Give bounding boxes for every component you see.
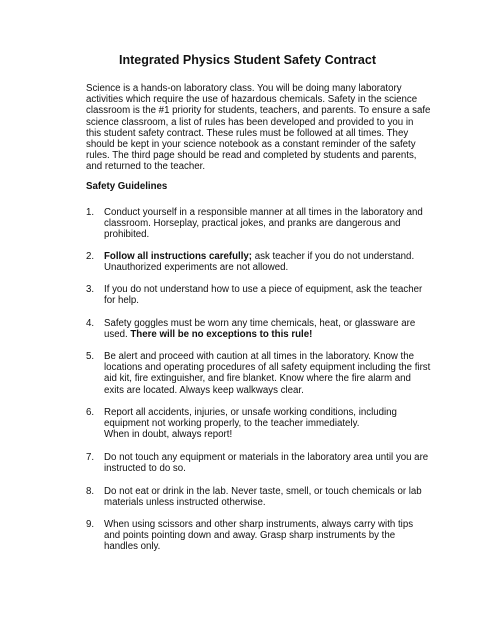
rule-text: [104, 284, 431, 306]
rule-text-body: Do not touch any equipment or materials in the laboratory area until you are instructed to do so.: [104, 452, 429, 475]
rule-text-body: ask teacher if you do not understand. Unauthorized experiments are not allowed.: [104, 251, 415, 274]
section-heading: Safety Guidelines: [86, 181, 168, 192]
rule-text-body: Conduct yourself in a responsible manner at all times in the laboratory and classroom. Horseplay, practical jokes, and pranks are dangerous and prohibited.: [104, 207, 423, 241]
rule-text: [104, 452, 431, 474]
rule-number: 9.: [86, 519, 95, 530]
intro-paragraph: Science is a hands-on laboratory class. You will be doing many laboratory activities which require the use of hazardous chemicals. Safety in the science classroom is the #1 priority for students, teachers, and parents. To ensure a safe science classroom, a list of rules has been developed and provided to you in this student safety contract. These rules must be followed at all times. They should be kept in your science notebook as a constant reminder of the safety rules. The third page should be read and completed by students and parents, and returned to the teacher.: [86, 83, 431, 173]
rule-number: 3.: [86, 284, 95, 295]
rule-number: 4.: [86, 318, 95, 329]
rule-text: [104, 251, 431, 273]
rule-text-body: When using scissors and other sharp instruments, always carry with tips and points pointing down and away. Grasp sharp instruments by the handles only.: [104, 519, 414, 553]
rule-text: [104, 407, 431, 441]
rule-number: 7.: [86, 452, 95, 463]
rule-text: [104, 351, 431, 396]
rule-number: 1.: [86, 207, 95, 218]
rule-text: [104, 318, 431, 340]
rule-text-body: Safety goggles must be worn any time chemicals, heat, or glassware are used.: [104, 318, 416, 341]
rule-text: [104, 486, 431, 508]
rule-text-bold: There will be no exceptions to this rule!: [130, 329, 313, 341]
rule-text: [104, 207, 431, 241]
rule-number: 5.: [86, 351, 95, 362]
rule-text-bold: Follow all instructions carefully;: [104, 251, 253, 262]
rule-number: 2.: [86, 251, 95, 262]
rule-number: 8.: [86, 486, 95, 497]
rule-text: [104, 519, 431, 553]
rule-text-body: Do not eat or drink in the lab. Never taste, smell, or touch chemicals or lab materials unless instructed otherwise.: [104, 486, 422, 509]
document-title: Integrated Physics Student Safety Contract: [118, 53, 376, 67]
rule-text-line2: When in doubt, always report!: [104, 429, 233, 441]
rule-text-body: Report all accidents, injuries, or unsafe working conditions, including equipment not working properly, to the teacher immediately.: [104, 407, 397, 430]
rule-text-body: Be alert and proceed with caution at all times in the laboratory. Know the locations and operating procedures of all safety equipment including the first aid kit, fire extinguisher, and fire blanket. Know where the fire alarm and exits are located. Always keep walkways clear.: [104, 351, 431, 396]
rule-text-body: If you do not understand how to use a piece of equipment, ask the teacher for help.: [104, 284, 423, 307]
rule-number: 6.: [86, 407, 95, 418]
